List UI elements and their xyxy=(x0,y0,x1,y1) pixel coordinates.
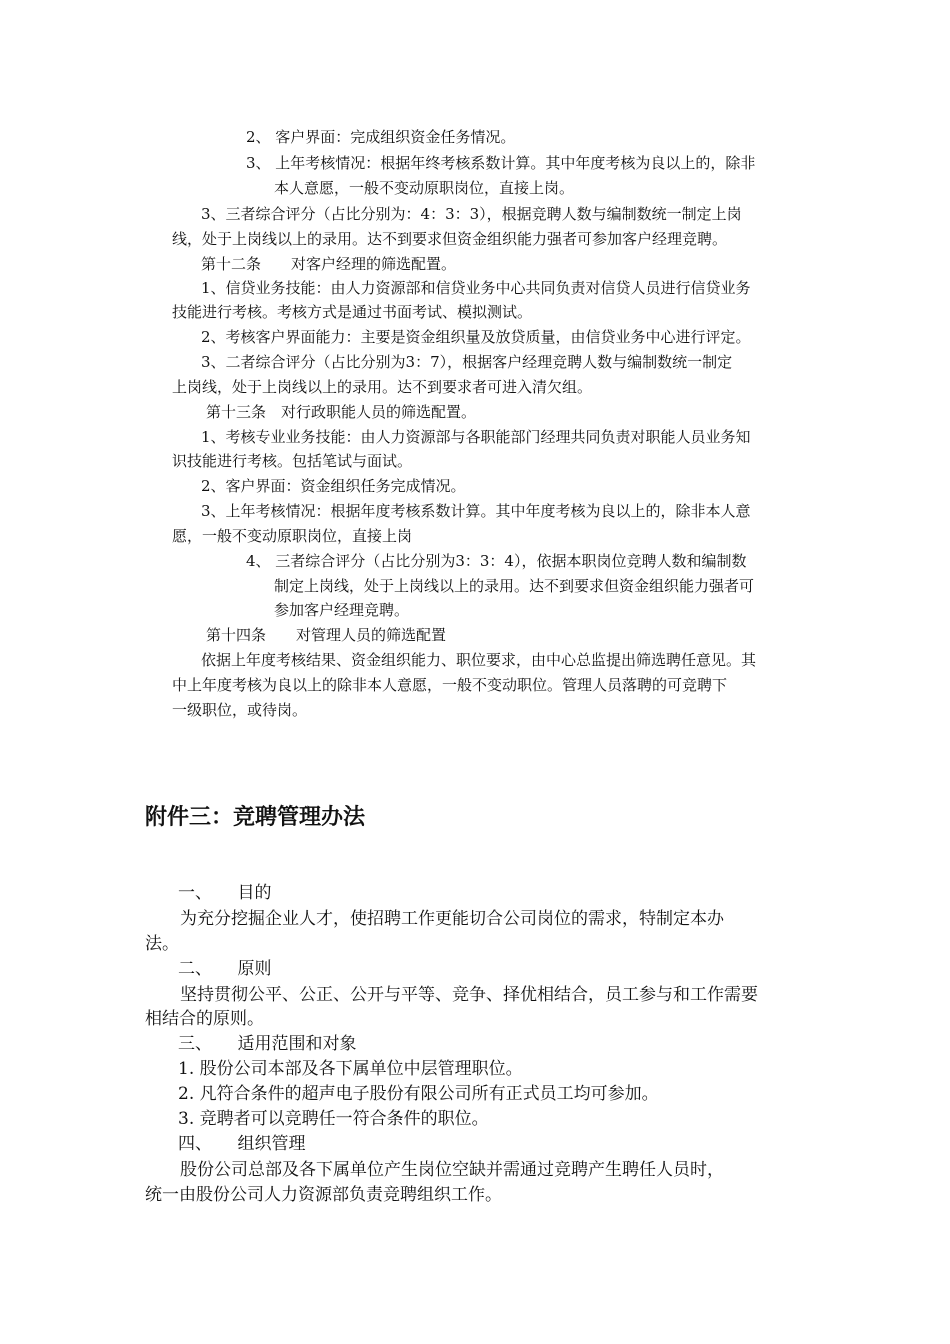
text-line: 法。 xyxy=(145,934,179,954)
text-line: 本人意愿，一般不变动原职岗位，直接上岗。 xyxy=(274,179,575,197)
text-line: 3、三者综合评分（占比分别为：4：3：3），根据竞聘人数与编制数统一制定上岗 xyxy=(201,205,742,223)
text-line: 线，处于上岗线以上的录用。达不到要求但资金组织能力强者可参加客户经理竞聘。 xyxy=(172,230,728,248)
text-line: 识技能进行考核。包括笔试与面试。 xyxy=(172,452,413,470)
article-title: 第十二条 对客户经理的筛选配置。 xyxy=(201,255,457,273)
text-line: 坚持贯彻公平、公正、公开与平等、竞争、择优相结合，员工参与和工作需要 xyxy=(180,985,758,1005)
text-line: 1、信贷业务技能：由人力资源部和信贷业务中心共同负责对信贷人员进行信贷业务 xyxy=(201,279,751,297)
article-title: 第十四条 对管理人员的筛选配置 xyxy=(206,626,447,644)
text-line: 4、 三者综合评分（占比分别为3：3：4），依据本职岗位竞聘人数和编制数 xyxy=(246,552,747,570)
list-item: 2. 凡符合条件的超声电子股份有限公司所有正式员工均可参加。 xyxy=(178,1084,659,1104)
text-line: 1、考核专业业务技能：由人力资源部与各职能部门经理共同负责对职能人员业务知 xyxy=(201,428,751,446)
text-line: 2、考核客户界面能力：主要是资金组织量及放贷质量，由信贷业务中心进行评定。 xyxy=(201,328,751,346)
section-heading: 附件三：竞聘管理办法 xyxy=(145,805,366,830)
subsection-title: 一、 目的 xyxy=(178,883,272,903)
text-line: 一级职位，或待岗。 xyxy=(172,701,308,719)
text-line: 技能进行考核。考核方式是通过书面考试、模拟测试。 xyxy=(172,303,533,321)
text-line: 参加客户经理竞聘。 xyxy=(274,601,410,619)
text-line: 2、 客户界面：完成组织资金任务情况。 xyxy=(246,128,516,146)
text-line: 中上年度考核为良以上的除非本人意愿，一般不变动职位。管理人员落聘的可竞聘下 xyxy=(172,676,728,694)
subsection-title: 三、 适用范围和对象 xyxy=(178,1034,357,1054)
text-line: 2、客户界面：资金组织任务完成情况。 xyxy=(201,477,466,495)
list-item: 3. 竞聘者可以竞聘任一符合条件的职位。 xyxy=(178,1109,489,1129)
text-line: 依据上年度考核结果、资金组织能力、职位要求，由中心总监提出筛选聘任意见。其 xyxy=(201,651,757,669)
text-line: 股份公司总部及各下属单位产生岗位空缺并需通过竞聘产生聘任人员时， xyxy=(180,1160,724,1180)
article-title: 第十三条 对行政职能人员的筛选配置。 xyxy=(206,403,477,421)
text-line: 3、 上年考核情况：根据年终考核系数计算。其中年度考核为良以上的，除非 xyxy=(246,154,756,172)
text-line: 相结合的原则。 xyxy=(145,1009,264,1029)
list-item: 1. 股份公司本部及各下属单位中层管理职位。 xyxy=(178,1059,523,1079)
text-line: 上岗线，处于上岗线以上的录用。达不到要求者可进入清欠组。 xyxy=(172,378,593,396)
subsection-title: 二、 原则 xyxy=(178,959,272,979)
text-line: 3、二者综合评分（占比分别为3：7），根据客户经理竞聘人数与编制数统一制定 xyxy=(201,353,733,371)
text-line: 3、上年考核情况：根据年度考核系数计算。其中年度考核为良以上的，除非本人意 xyxy=(201,502,751,520)
subsection-title: 四、 组织管理 xyxy=(178,1134,306,1154)
text-line: 愿，一般不变动原职岗位，直接上岗 xyxy=(172,527,413,545)
text-line: 制定上岗线，处于上岗线以上的录用。达不到要求但资金组织能力强者可 xyxy=(274,577,755,595)
text-line: 为充分挖掘企业人才，使招聘工作更能切合公司岗位的需求，特制定本办 xyxy=(180,909,724,929)
text-line: 统一由股份公司人力资源部负责竞聘组织工作。 xyxy=(145,1185,502,1205)
